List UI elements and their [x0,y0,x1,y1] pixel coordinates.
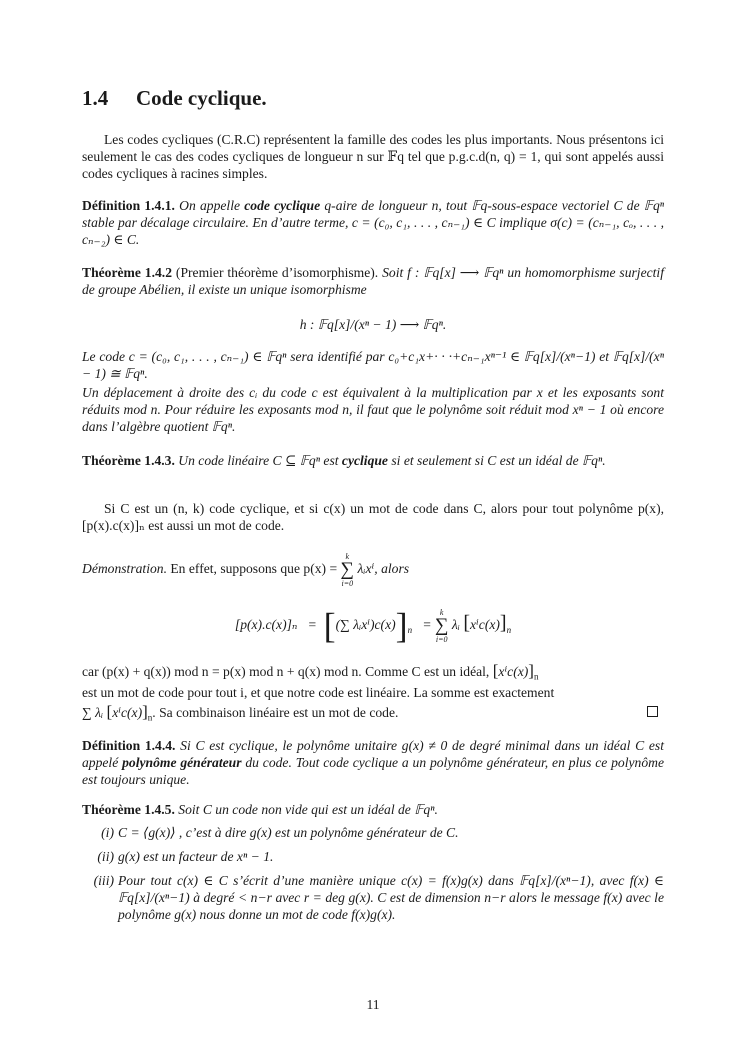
list-item-text: g(x) est un facteur de xⁿ − 1. [118,849,274,864]
list-item-label: (ii) [97,849,114,864]
equation-subscript: n [506,624,512,635]
sum-lower-limit: i=0 [341,579,354,588]
proof-intro [82,552,664,588]
page-number: 11 [366,997,380,1012]
theorem-text: si et seulement si C est un idéal de 𝔽qⁿ. [391,453,606,468]
equation-rhs-inner: xⁱc(x) [470,617,500,633]
definition-term: polynôme générateur [122,755,242,770]
definition-1-4-1 [82,197,664,248]
theorem-1-4-3 [82,452,664,469]
proof-subscript: n [147,712,153,723]
theorem-label: Théorème 1.4.2 [82,265,172,280]
equation-rhs: λᵢ [451,617,460,633]
proof-math: xⁱc(x) [498,664,529,679]
section-title: Code cyclique. [136,86,267,110]
theorem-paragraph: Un déplacement à droite des cᵢ du code c est équivalent à la multiplication par x et les exposants sont réduits mod n. Pour réduire les exposants mod n, il faut que le polynôme soit réduit mod xⁿ − 1 où encore dans l’algèbre quotient 𝔽qⁿ. [82,385,664,434]
definition-text: Si C est cyclique, le polynôme unitaire g(x) ≠ 0 de degré minimal dans un idéal C est appelé [82,738,664,770]
isomorphism-formula: h : 𝔽q[x]/(xⁿ − 1) ⟶ 𝔽qⁿ. [299,317,447,332]
proof-text: En effet, supposons que p(x) = [170,561,338,577]
list-item-label: (iii) [93,873,114,888]
proof-label: Démonstration. [82,561,167,577]
theorem-text: Soit C un code non vide qui est un idéal de 𝔽qⁿ. [178,802,438,817]
proof-subscript: n [533,671,539,682]
sum-upper-limit: k [345,552,350,561]
proof-text: . Sa combinaison linéaire est un mot de code. [152,705,399,720]
theorem-label: Théorème 1.4.5. [82,802,175,817]
definition-text: q-aire de longueur n, tout 𝔽q-sous-espace vectoriel C de 𝔽qⁿ stable par décalage circulaire. En d’autre terme, c = (c₀, c₁, . . . , cₙ₋₁) ∈ C implique σ(c) = (cₙ₋₁, cₒ, . . . , cₙ₋₂) ∈ C. [82,198,665,247]
proof-line: est un mot de code pour tout i, et que notre code est linéaire. La somme est exactement [82,685,555,700]
definition-term: code cyclique [244,198,321,213]
list-item-label: (i) [101,825,114,840]
sum-symbol: k ∑ i=0 [340,552,355,588]
theorem-text: Un code linéaire C ⊆ 𝔽qⁿ est [178,453,339,468]
section-heading [82,86,267,110]
equation-middle: (∑ λᵢxⁱ)c(x) [335,617,396,633]
qed-symbol [647,706,658,717]
theorem-label: Théorème 1.4.3. [82,453,175,468]
definition-label: Définition 1.4.4. [82,738,176,753]
remark-paragraph: Si C est un (n, k) code cyclique, et si c(x) un mot de code dans C, alors pour tout polynôme p(x), [p(x).c(x)]ₙ est aussi un mot de code. [82,501,664,533]
proof-math: ∑ λᵢ [82,705,104,720]
definition-1-4-4 [82,737,664,788]
document-page [82,0,667,1053]
section-number: 1.4 [82,86,109,110]
proof-line: ∑ λᵢ $[x^ic(x)]_n$. Sa combinaison linéaire est un mot de code. [82,703,664,721]
intro-paragraph: Les codes cycliques (C.R.C) représentent la famille des codes les plus importants. Nous présentons ici seulement le cas des codes cycliques de longueur n sur 𝔽q tel que p.g.c.d(n, q) = 1, qui sont appelés aussi codes cycliques à racines simples. [82,132,664,181]
theorem-paragraph: Le code c = (c₀, c₁, . . . , cₙ₋₁) ∈ 𝔽qⁿ sera identifié par c₀+c₁x+· · ·+cₙ₋₁xⁿ⁻¹ ∈ 𝔽q[x]/(xⁿ−1) et 𝔽q[x]/(xⁿ − 1) ≅ 𝔽qⁿ. [82,349,664,381]
proof-math: xⁱc(x) [112,705,143,720]
definition-text: du code. Tout code cyclique a un polynôme générateur, en plus ce polynôme est toujours unique. [82,755,664,787]
sum-upper-limit: k [439,608,444,617]
definition-text: On appelle [179,198,241,213]
proof-text: car (p(x) + q(x)) mod n = p(x) mod n + q(x) mod n. Comme C est un idéal, [82,664,490,679]
theorem-text: Soit f : 𝔽q[x] ⟶ 𝔽qⁿ un homomorphisme surjectif de groupe Abélien, il existe un unique isomorphisme [82,265,664,297]
theorem-term: cyclique [341,453,388,468]
theorem-name: (Premier théorème d’isomorphisme). [175,265,379,280]
sum-symbol: k ∑ i=0 [434,608,449,644]
proof-line: car (p(x) + q(x)) mod n = p(x) mod n + q(x) mod n. Comme C est un idéal, $[x^ic(x)]_n$ [82,661,539,682]
theorem-1-4-2 [82,264,664,298]
sum-lower-limit: i=0 [435,635,448,644]
equation-lhs: [p(x).c(x)]ₙ [234,617,298,633]
theorem-1-4-5 [82,801,664,818]
list-item-text: Pour tout c(x) ∈ C s’écrit d’une manière unique c(x) = f(x)g(x) dans 𝔽q[x]/(xⁿ−1), avec f(x) ∈ 𝔽q[x]/(xⁿ−1) à degré < n−r avec r = deg g(x). C est de dimension n−r alors le message f(x) avec le polynôme g(x) nous donne un mot de code f(x)g(x). [118,873,664,922]
definition-label: Définition 1.4.1. [82,198,175,213]
equation-subscript: n [407,624,413,635]
proof-text: λᵢxⁱ, alors [357,561,410,577]
list-item-text: C = ⟨g(x)⟩ , c’est à dire g(x) est un polynôme générateur de C. [118,825,459,840]
proof-equation: [p(x).c(x)]ₙ = [(∑ $\lambda ᵢx^i)c(x)]_n$ = k ∑ i=0 λᵢ $[x^ic(x)]_n$ [234,605,512,646]
